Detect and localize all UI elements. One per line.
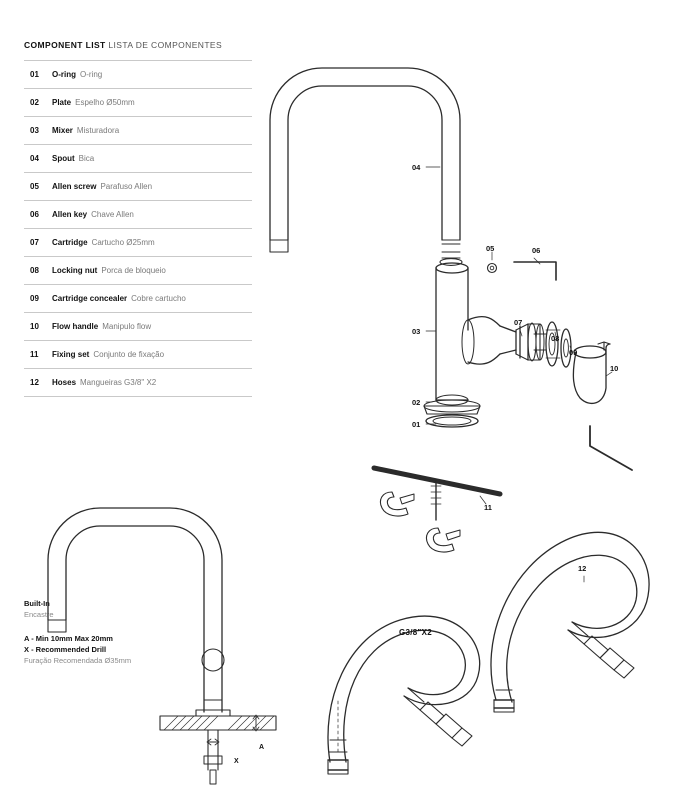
flow-handle-drawing	[573, 342, 610, 403]
callout-spout: 04	[412, 163, 421, 172]
list-item-label-en: Hoses	[52, 378, 77, 387]
callout-mixer: 03	[412, 327, 421, 336]
callout-flow-handle: 10	[610, 364, 619, 373]
list-item-number: 02	[30, 98, 39, 107]
component-list	[24, 40, 252, 397]
spout-drawing	[270, 68, 462, 265]
list-item-label-en: Locking nut	[52, 266, 98, 275]
callout-fixing-set: 11	[484, 503, 492, 512]
callout-allen-key: 06	[532, 246, 541, 255]
builtin-title-pt: Encastre	[24, 610, 54, 620]
list-item-label-en: Allen screw	[52, 182, 97, 191]
callout-cartridge: 07	[514, 318, 523, 327]
list-item-number: 12	[30, 378, 39, 387]
fixing-set-drawing	[374, 468, 500, 552]
list-item-number: 09	[30, 294, 39, 303]
list-item-label-en: Cartridge	[52, 238, 88, 247]
list-item-label-pt: Cartucho Ø25mm	[91, 238, 155, 247]
list-item	[24, 284, 252, 312]
list-item-number: 10	[30, 322, 39, 331]
allen-screw-drawing	[488, 264, 497, 273]
list-item	[24, 60, 252, 88]
list-item-label-en: Allen key	[52, 210, 88, 219]
list-item	[24, 116, 252, 144]
callout-oring: 01	[412, 420, 421, 429]
callout-allen-screw: 05	[486, 244, 495, 253]
list-item-label-pt: O-ring	[80, 70, 103, 79]
list-item-number: 08	[30, 266, 39, 275]
builtin-line-x-pt: Furação Recomendada Ø35mm	[24, 656, 132, 665]
hose-spec-label: G3/8"X2	[399, 628, 433, 637]
list-item-label-pt: Mangueiras G3/8" X2	[80, 378, 157, 387]
dimension-a-label: A	[259, 744, 265, 751]
callout-concealer: 09	[569, 348, 578, 357]
builtin-line-x-en: X - Recommended Drill	[24, 644, 107, 654]
builtin-notes	[24, 598, 214, 666]
allen-key-large-drawing	[590, 426, 632, 470]
callout-plate: 02	[412, 398, 421, 407]
mixer-body-drawing	[436, 263, 516, 405]
list-item-number: 01	[30, 70, 39, 79]
list-item-number: 06	[30, 210, 39, 219]
list-item	[24, 368, 252, 397]
list-item	[24, 312, 252, 340]
list-item-number: 05	[30, 182, 39, 191]
list-item-label-pt: Bica	[78, 154, 95, 163]
list-item-label-en: Fixing set	[52, 350, 90, 359]
dimension-x-label: X	[234, 758, 239, 765]
list-item-label-pt: Porca de bloqueio	[101, 266, 166, 275]
list-item	[24, 88, 252, 116]
list-item	[24, 256, 252, 284]
list-item	[24, 172, 252, 200]
list-item-label-pt: Manipulo flow	[102, 322, 152, 331]
plate-and-oring-drawing	[424, 400, 480, 427]
list-item-label-en: Cartridge concealer	[52, 294, 128, 303]
list-item	[24, 144, 252, 172]
list-item-number: 03	[30, 126, 39, 135]
list-item-number: 04	[30, 154, 39, 163]
list-item	[24, 228, 252, 256]
allen-key-small-drawing	[514, 262, 556, 280]
list-item-label-pt: Chave Allen	[91, 210, 134, 219]
list-item-label-pt: Parafuso Allen	[100, 182, 153, 191]
component-list-title	[24, 40, 252, 50]
list-item-label-en: Mixer	[52, 126, 73, 135]
list-item	[24, 340, 252, 368]
list-item-label-pt: Misturadora	[76, 126, 120, 135]
component-list-title-pt: LISTA DE COMPONENTES	[108, 40, 223, 50]
builtin-title-en: Built-In	[24, 599, 50, 608]
list-item-label-en: Flow handle	[52, 322, 99, 331]
leader-lines	[426, 167, 612, 582]
locking-nut-drawing	[546, 322, 560, 366]
list-item-label-pt: Conjunto de fixação	[93, 350, 165, 359]
list-item	[24, 200, 252, 228]
list-item-number: 11	[30, 350, 39, 359]
builtin-line-a: A - Min 10mm Max 20mm	[24, 633, 113, 643]
callout-hoses: 12	[578, 564, 587, 573]
callout-locking-nut: 08	[551, 334, 560, 343]
list-item-label-pt: Cobre cartucho	[131, 294, 186, 303]
hoses-drawing	[328, 532, 649, 774]
list-item-number: 07	[30, 238, 39, 247]
list-item-label-en: Plate	[52, 98, 72, 107]
component-list-title-en: COMPONENT LIST	[24, 40, 106, 50]
list-item-label-pt: Espelho Ø50mm	[75, 98, 135, 107]
list-item-label-en: O-ring	[52, 70, 76, 79]
cartridge-drawing	[516, 323, 546, 361]
list-item-label-en: Spout	[52, 154, 75, 163]
